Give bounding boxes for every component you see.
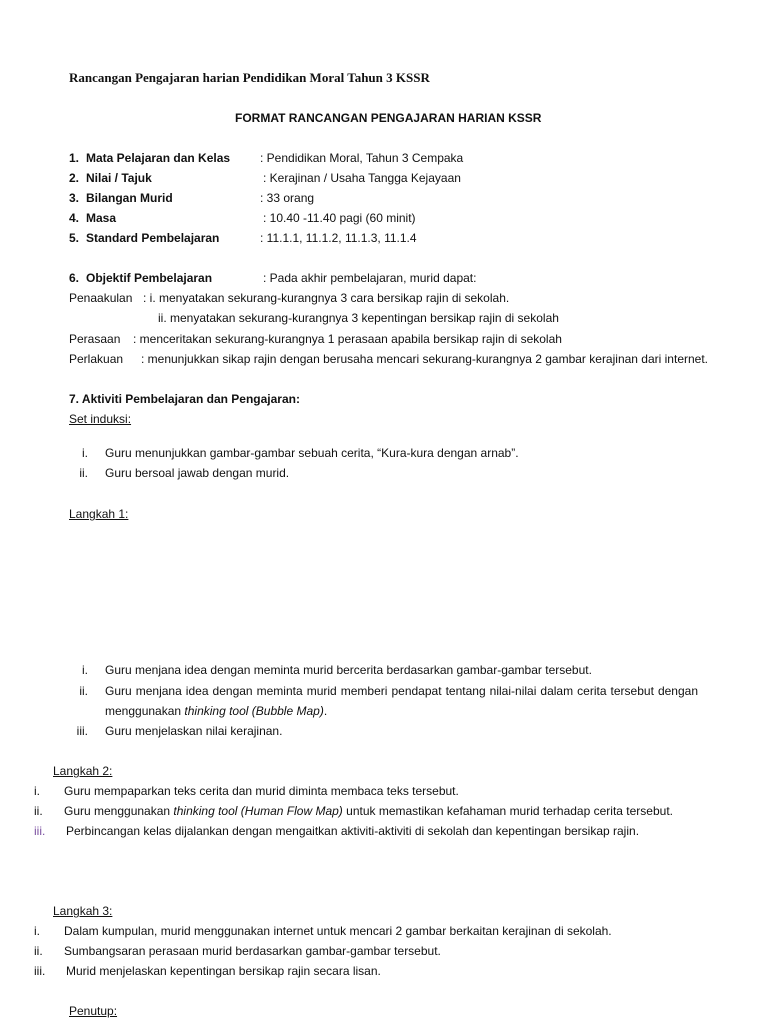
perlakuan-text: : menunjukkan sikap rajin dengan berusaha mencari sekurang-kurangnya 2 gambar kerajinan dari internet.: [141, 352, 708, 366]
list-item-text: Guru menggunakan: [64, 804, 174, 818]
list-item: Guru menjelaskan nilai kerajinan.: [105, 724, 283, 738]
info-label: Nilai / Tajuk: [86, 171, 152, 185]
info-num: 5.: [69, 231, 80, 245]
list-item: Murid menjelaskan kepentingan bersikap rajin secara lisan.: [66, 964, 381, 978]
list-number: ii.: [79, 466, 88, 480]
activity-heading: 7. Aktiviti Pembelajaran dan Pengajaran:: [69, 392, 300, 406]
list-item: Sumbangsaran perasaan murid berdasarkan gambar-gambar tersebut.: [64, 944, 441, 958]
list-number: iii.: [34, 824, 46, 838]
list-item-text: .: [323, 704, 328, 718]
info-num: 3.: [69, 191, 80, 205]
penaakulan-text-1: : i. menyatakan sekurang-kurangnya 3 cara bersikap rajin di sekolah.: [143, 291, 510, 305]
perasaan-label: Perasaan: [69, 332, 121, 346]
list-item: Guru menjana idea dengan meminta murid memberi pendapat tentang nilai-nilai dalam cerita tersebut dengan: [105, 684, 698, 698]
list-item: Guru bersoal jawab dengan murid.: [105, 466, 290, 480]
list-number: iii.: [76, 724, 88, 738]
penaakulan-text-2: ii. menyatakan sekurang-kurangnya 3 kepentingan bersikap rajin di sekolah: [158, 311, 559, 325]
objective-num: 6.: [69, 271, 80, 285]
list-item: [64, 803, 673, 819]
info-label: Masa: [86, 211, 117, 225]
thinking-tool-text: thinking tool (Human Flow Map): [173, 804, 343, 818]
list-item-text: untuk memastikan kefahaman murid terhadap cerita tersebut.: [342, 804, 673, 818]
list-number: ii.: [34, 804, 43, 818]
penutup-heading: Penutup:: [69, 1004, 118, 1018]
list-number: ii.: [34, 944, 43, 958]
perasaan-text: : menceritakan sekurang-kurangnya 1 perasaan apabila bersikap rajin di sekolah: [133, 332, 562, 346]
list-number: i.: [34, 924, 40, 938]
info-label: Bilangan Murid: [86, 191, 173, 205]
info-value: : 11.1.1, 11.1.2, 11.1.3, 11.1.4: [260, 231, 417, 245]
info-value: : Kerajinan / Usaha Tangga Kejayaan: [263, 171, 461, 185]
objective-value: : Pada akhir pembelajaran, murid dapat:: [263, 271, 477, 285]
list-item: Dalam kumpulan, murid menggunakan internet untuk mencari 2 gambar berkaitan kerajinan di sekolah.: [64, 924, 612, 938]
info-value: : 10.40 -11.40 pagi (60 minit): [263, 211, 416, 225]
list-number: iii.: [34, 964, 46, 978]
list-item-continuation: [105, 703, 327, 719]
list-item-text: menggunakan: [105, 704, 185, 718]
objective-label: Objektif Pembelajaran: [86, 271, 213, 285]
list-number: i.: [34, 784, 40, 798]
langkah3-heading: Langkah 3:: [53, 904, 113, 918]
info-num: 4.: [69, 211, 80, 225]
info-label: Mata Pelajaran dan Kelas: [86, 151, 231, 165]
list-item: Guru menunjukkan gambar-gambar sebuah cerita, “Kura-kura dengan arnab”.: [105, 446, 519, 460]
set-induksi-heading: Set induksi:: [69, 412, 132, 426]
list-number: i.: [82, 663, 88, 677]
list-number: i.: [82, 446, 88, 460]
langkah1-heading: Langkah 1:: [69, 507, 129, 521]
list-item: Guru menjana idea dengan meminta murid bercerita berdasarkan gambar-gambar tersebut.: [105, 663, 592, 677]
perlakuan-label: Perlakuan: [69, 352, 124, 366]
penaakulan-label: Penaakulan: [69, 291, 133, 305]
info-num: 2.: [69, 171, 80, 185]
info-num: 1.: [69, 151, 80, 165]
info-label: Standard Pembelajaran: [86, 231, 220, 245]
document-title: Rancangan Pengajaran harian Pendidikan Moral Tahun 3 KSSR: [69, 70, 430, 85]
info-value: : Pendidikan Moral, Tahun 3 Cempaka: [260, 151, 464, 165]
list-item: Perbincangan kelas dijalankan dengan mengaitkan aktiviti-aktiviti di sekolah dan kepentingan bersikap rajin.: [66, 824, 640, 838]
list-number: ii.: [79, 684, 88, 698]
thinking-tool-text: thinking tool (Bubble Map): [184, 704, 324, 718]
info-value: : 33 orang: [260, 191, 315, 205]
format-title: FORMAT RANCANGAN PENGAJARAN HARIAN KSSR: [235, 111, 542, 125]
list-item: Guru mempaparkan teks cerita dan murid diminta membaca teks tersebut.: [64, 784, 459, 798]
langkah2-heading: Langkah 2:: [53, 764, 113, 778]
